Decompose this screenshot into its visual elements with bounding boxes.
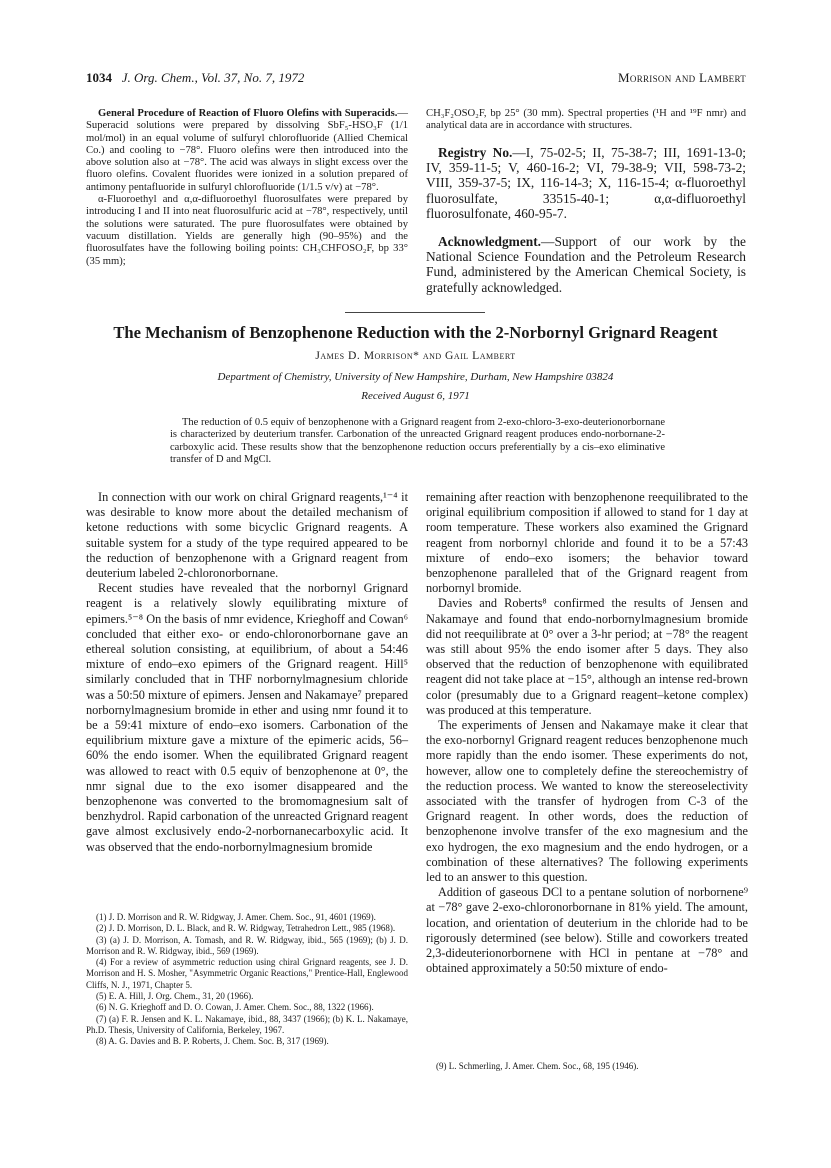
footnote: (2) J. D. Morrison, D. L. Black, and R. W. Ridgway, Tetrahedron Lett., 985 (1968). (96, 923, 396, 934)
acknowledgment-paragraph: Acknowledgment.—Support of our work by the National Science Foundation and the Petroleum Research Fund, administered by the American Chemical Society, is gratefully acknowledged. (426, 233, 746, 295)
footnote: (6) N. G. Krieghoff and D. O. Cowan, J. Amer. Chem. Soc., 88, 1322 (1966). (96, 1002, 374, 1013)
separator-rule (345, 312, 485, 313)
fluorosulfate-paragraph: α-Fluoroethyl and α,α-difluoroethyl fluorosulfates were prepared by introducing I and II into neat fluorosulfuric acid at −78°, respectively, until the solutions were saturated. The pure fluorosulfates were obtained by vacuum distillation. Yields are generally high (90–95%) and the fluorosulfates have the following boiling points: CH₃CHFOSO₂F, bp 33° (35 mm); (86, 194, 408, 267)
body-paragraph: Recent studies have revealed that the norbornyl Grignard reagent is a relatively slowly equilibrating mixture of epimers.⁵⁻⁸ On the basis of nmr evidence, Krieghoff and Cowan⁶ concluded that either exo- or endo-chloronorbornane gave an ethereal solution consisting, at equilibrium, of about a 54:46 mixture of endo–exo epimers of the Grignard reagent. Hill⁵ similarly concluded that in THF norbornylmagnesium chloride was a 50:50 mixture of epimers. Jensen and Nakamaye⁷ prepared norbornylmagnesium bromide in ether and using nmr found it to be a 59:41 mixture of endo–exo isomers. Carbonation of the equilibrium mixture gave a mixture of the epimeric acids, 56–60% the endo isomer. When the equilibrated Grignard reagent was allowed to react with 0.5 equiv of benzophenone at 0°, the nmr signal due to the exo isomer disappeared and the benzophenone was converted to the bromomagnesium salt of benzhydrol. Rapid carbonation of the unreacted Grignard reagent gave almost exclusively endo-2-norbornanecarboxylic acid. It was observed that the endo-norbornylmagnesium bromide (86, 581, 408, 854)
footnote: (5) E. A. Hill, J. Org. Chem., 31, 20 (1966). (96, 991, 254, 1002)
previous-article-right-column (426, 108, 746, 295)
received-date: Received August 6, 1971 (361, 390, 470, 402)
footnote: (8) A. G. Davies and B. P. Roberts, J. Chem. Soc. B, 317 (1969). (96, 1036, 329, 1047)
journal-citation: J. Org. Chem., Vol. 37, No. 7, 1972 (121, 70, 305, 85)
body-paragraph: remaining after reaction with benzophenone reequilibrated to the original equilibrium composition if allowed to stand for 1 day at room temperature. These workers also examined the Grignard reagent from norbornyl chloride and found it to be a 57:43 mixture of endo–exo isomers; the behavior toward benzophenone paralleled that of the Grignard reagent from norbornyl bromide. (426, 490, 748, 596)
procedure-heading: General Procedure of Reaction of Fluoro Olefins with Superacids. (98, 108, 398, 119)
page-number: 1034 (86, 70, 112, 85)
spectral-paragraph: CH₃F₂OSO₂F, bp 25° (30 mm). Spectral properties (¹H and ¹⁹F nmr) and analytical data are in accordance with structures. (426, 108, 746, 132)
article-title: The Mechanism of Benzophenone Reduction with the 2-Norbornyl Grignard Reagent (113, 323, 718, 342)
footnotes-right (426, 1061, 748, 1072)
footnote: (4) For a review of asymmetric reduction using chiral Grignard reagents, see J. D. Morrison and H. S. Mosher, "Asymmetric Organic Reactions," Prentice-Hall, Englewood Cliffs, N. J., 1971, Chapter 5. (86, 957, 408, 990)
footnote: (3) (a) J. D. Morrison, A. Tomash, and R. W. Ridgway, ibid., 565 (1969); (b) J. D. Morrison and R. W. Ridgway, ibid., 569 (1969). (86, 934, 408, 956)
acknowledgment-label: Acknowledgment. (438, 233, 542, 249)
body-paragraph: Davies and Roberts⁸ confirmed the results of Jensen and Nakamaye and found that endo-norbornylmagnesium bromide did not reequilibrate at 0° over a 3-hr period; at −78° the reagent was still about 95% the endo isomer after 5 days. They also observed that the reduction of benzophenone with equilibrated reagent did not take place at −15°, although an intense red-brown color (presumably due to a Grignard reagent–ketone complex) was produced at this temperature. (426, 596, 748, 717)
article-authors: James D. Morrison* and Gail Lambert (315, 349, 516, 362)
procedure-paragraph: General Procedure of Reaction of Fluoro Olefins with Superacids.—Superacid solutions were prepared by dissolving SbF₅-HSO₃F (1/1 mol/mol) in an equal volume of sulfuryl chlorofluoride (Allied Chemical Co.) and cooling to −78°. Fluoro olefins were then introduced into the above solution also at −78°. The acid was always in slight excess over the fluoro olefins. Covalent fluorides were ionized in a solution prepared of antimony pentafluoride in sulfuryl chlorofluoride (1/1.5 v/v) at −78°. (86, 108, 408, 193)
footnote: (1) J. D. Morrison and R. W. Ridgway, J. Amer. Chem. Soc., 91, 4601 (1969). (96, 912, 376, 922)
abstract: The reduction of 0.5 equiv of benzophenone with a Grignard reagent from 2-exo-chloro-3-exo-deuterionorbornane is characterized by deuterium transfer. Carbonation of the unreacted Grignard reagent produces endo-norbornane-2-carboxylic acid. These results show that the benzophenone reduction occurs preferentially by a cis–exo eliminative transfer of D and MgCl. (170, 417, 665, 465)
running-head-authors: Morrison and Lambert (618, 70, 746, 85)
previous-article-left-column (86, 108, 408, 268)
affiliation: Department of Chemistry, University of New Hampshire, Durham, New Hampshire 03824 (217, 371, 614, 383)
body-paragraph: In connection with our work on chiral Grignard reagents,¹⁻⁴ it was desirable to know more about the detailed mechanism of ketone reductions with some bicyclic Grignard reagents. A suitable system for a study of the type required appeared to be the reduction of benzophenone with a Grignard reagent from deuterium labeled 2-chloronorbornane. (86, 490, 408, 581)
body-right-column (426, 490, 748, 977)
registry-label: Registry No. (438, 144, 513, 160)
body-paragraph: The experiments of Jensen and Nakamaye make it clear that the exo-norbornyl Grignard reagent reduces benzophenone much more rapidly than the endo isomer. These experiments do not, however, allow one to completely define the stereochemistry of the reduction process. We wanted to know the stereoselectivity associated with the transfer of hydrogen from C-3 of the Grignard reagent. In other words, does the reduction of benzophenone involve transfer of the exo magnesium and the exo hydrogen, the exo magnesium and the endo hydrogen, or a combination of these alternatives? The following experiments led to an answer to this question. (426, 718, 748, 885)
footnote: (9) L. Schmerling, J. Amer. Chem. Soc., 68, 195 (1946). (436, 1061, 639, 1071)
footnote: (7) (a) F. R. Jensen and K. L. Nakamaye, ibid., 88, 3437 (1966); (b) K. L. Nakamaye, Ph.D. Thesis, University of California, Berkeley, 1967. (86, 1013, 408, 1035)
registry-paragraph: Registry No.—I, 75-02-5; II, 75-38-7; III, 1691-13-0; IV, 359-11-5; V, 460-16-2; VI, 79-38-9; VII, 598-73-2; VIII, 359-37-5; IX, 116-14-3; X, 116-15-4; α-fluoroethyl fluorosulfate, 33515-40-1; α,α-difluoroethyl fluorosulfonate, 460-95-7. (426, 144, 746, 222)
header-citation (86, 70, 304, 90)
body-paragraph: Addition of gaseous DCl to a pentane solution of norbornene⁹ at −78° gave 2-exo-chloronorbornane in 81% yield. The amount, location, and orientation of deuterium in the chloride had to be rigorously determined (see below). Stille and coworkers treated 2,3-dideuterionorbornene with HCl in pentane at −78° and obtained approximately a 50:50 mixture of endo- (426, 885, 748, 976)
body-left-column (86, 490, 408, 855)
footnotes-left (86, 912, 408, 1048)
running-header (86, 70, 746, 90)
